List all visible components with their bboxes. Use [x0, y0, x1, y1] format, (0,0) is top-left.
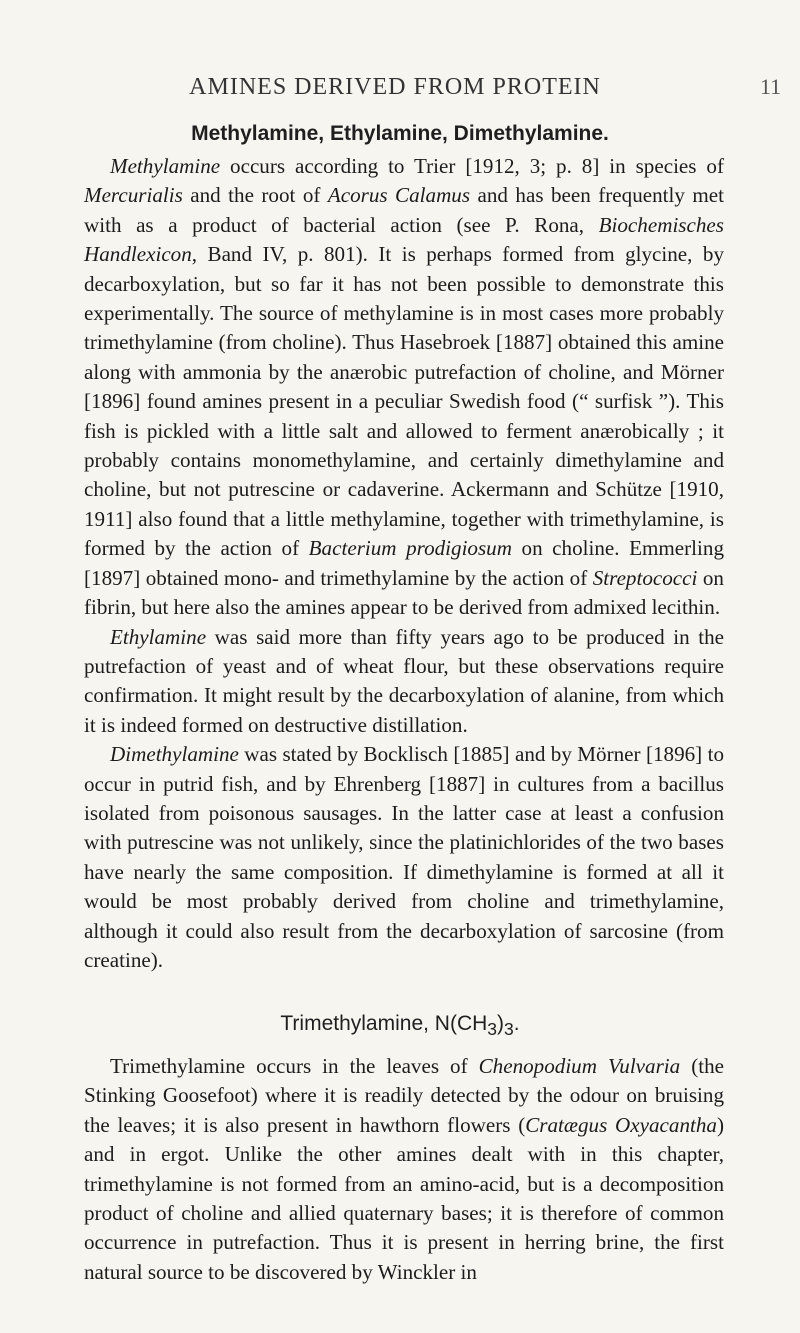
paragraph-dimethylamine: Dimethylamine was stated by Bocklisch [1885] and by Mörner [1896] to occur in putrid fish, and by Ehrenberg [1887] in cultures from a bacillus isolated from poisonous sausages. In the latter case at least a confusion with putrescine was not unlikely, since the platinichlorides of the two bases have nearly the same composition. If dimethylamine is formed at all it would be most probably derived from choline and trimethylamine, although it could also result from the decarboxylation of sarcosine (from creatine). [84, 742, 724, 972]
paragraph-trimethylamine: Trimethylamine occurs in the leaves of Chenopodium Vulvaria (the Stinking Goosefoot) where it is readily detected by the odour on bruising the leaves; it is also present in hawthorn flowers (Cratægus Oxyacantha) and in ergot. Unlike the other amines dealt with in this chapter, trimethylamine is not formed from an amino-acid, but is a decomposition product of choline and allied quaternary bases; it is therefore of common occurrence in putrefaction. Thus it is present in herring brine, the first natural source to be discovered by Winckler in [84, 1054, 725, 1284]
running-head: AMINES DERIVED FROM PROTEIN [189, 74, 601, 100]
paragraph-ethylamine: Ethylamine was said more than fifty years ago to be produced in the putrefaction of yeast and of wheat flour, but these observations require confirmation. It might result by the decarboxylation of alanine, from which it is indeed formed on destructive distillation. [84, 624, 724, 737]
term-dimethylamine: Dimethylamine [110, 742, 239, 767]
term-methylamine: Methylamine [110, 154, 221, 178]
section-body-methylamine [84, 152, 724, 975]
page-number: 11 [760, 74, 782, 99]
term-ethylamine: Ethylamine [110, 624, 207, 649]
section-heading-trimethylamine: Trimethylamine, $N(CH_3)_3$. [280, 1012, 520, 1040]
section-heading-methylamine: Methylamine, Ethylamine, Dimethylamine. [191, 122, 609, 145]
section-body-trimethylamine [84, 1052, 724, 1287]
paragraph-methylamine: Methylamine occurs according to Trier [1912, 3; p. 8] in species of Mercurialis and the root of Acorus Calamus and has been frequently met with as a product of bacterial action (see P. Rona, Biochemisches Handlexicon, Band IV, p. 801). It is perhaps formed from glycine, by decarboxylation, but so far it has not been possible to demonstrate this experimentally. The source of methylamine is in most cases more probably trimethylamine (from choline). Thus Hasebroek [1887] obtained this amine along with ammonia by the anærobic putrefaction of choline, and Mörner [1896] found amines present in a peculiar Swedish food (“ surfisk ”). This fish is pickled with a little salt and allowed to ferment anærobically ; it probably contains monomethylamine, and certainly dimethylamine and choline, but not putrescine or cadaverine. Ackermann and Schütze [1910, 1911] also found that a little methylamine, together with trimethylamine, is formed by the action of Bacterium prodigiosum on choline. Emmerling [1897] obtained mono- and trimethylamine by the action of Streptococci on fibrin, but here also the amines appear to be derived from admixed lecithin. [84, 154, 724, 620]
